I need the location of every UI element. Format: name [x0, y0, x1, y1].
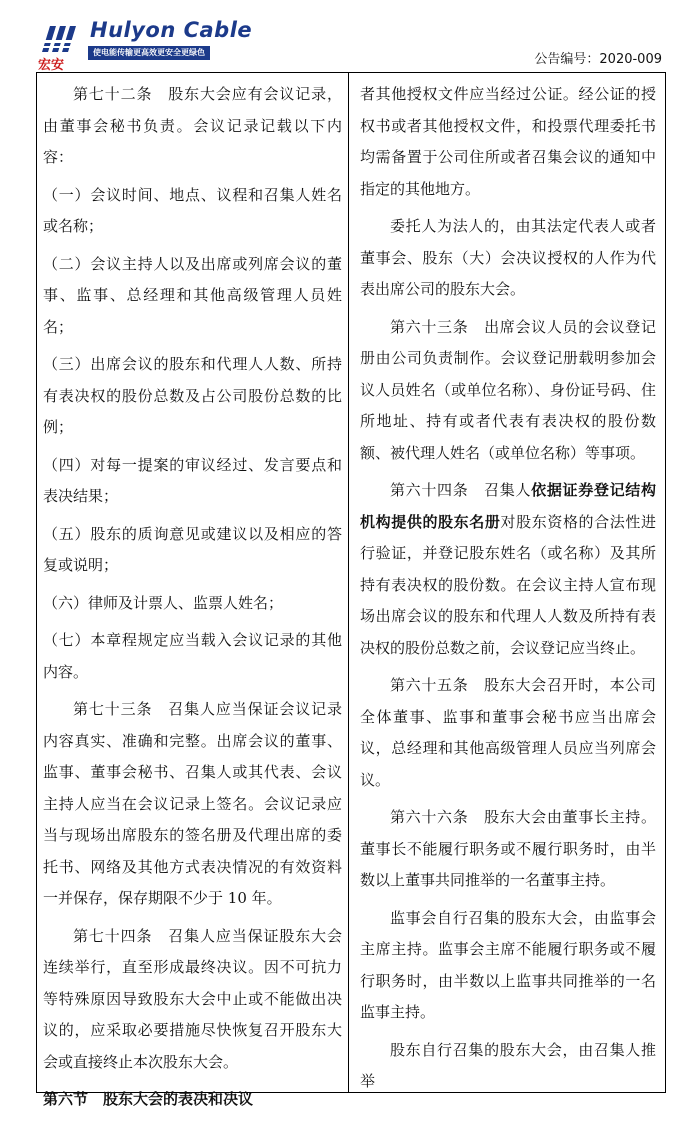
article-62-continued: 者其他授权文件应当经过公证。经公证的授权书或者其他授权文件，和投票代理委托书均需备置于公司住所或者召集会议的通知中指定的其他地方。 [360, 85, 656, 198]
articles-table [36, 72, 666, 1108]
article-64 [360, 475, 656, 664]
right-column [352, 73, 664, 1092]
article-65: 第六十五条 股东大会召开时，本公司全体董事、监事和董事会秘书应当出席会议，总经理和其他高级管理人员应当列席会议。 [360, 676, 656, 789]
article-66-supervisor: 监事会自行召集的股东大会，由监事会主席主持。监事会主席不能履行职务或不履行职务时，由半数以上监事共同推举的一名监事主持。 [360, 908, 656, 1021]
company-logo-icon [38, 18, 82, 58]
article-72-item-5: （五）股东的质询意见或建议以及相应的答复或说明； [43, 524, 342, 574]
article-72: 第七十二条 股东大会应有会议记录，由董事会秘书负责。会议记录记载以下内容： [43, 85, 342, 166]
article-72-item-3: （三）出席会议的股东和代理人人数、所持有表决权的股份总数及占公司股份总数的比例； [43, 355, 342, 436]
page-header [0, 0, 700, 76]
section-title: 第六节 股东大会的表决和决议 [43, 1090, 254, 1108]
article-72-item-6: （六）律师及计票人、监票人姓名； [43, 593, 284, 612]
logo-brand-text: Hulyon Cable [90, 18, 253, 42]
left-column [37, 73, 349, 1108]
article-64-bold: 依据证券登记结构机构提供的股东名册 [360, 481, 656, 531]
article-72-item-4: （四）对每一提案的审议经过、发言要点和表决结果； [43, 455, 342, 505]
article-64-pre: 第六十四条 召集人 [390, 481, 532, 499]
article-66-shareholder: 股东自行召集的股东大会，由召集人推举 [360, 1040, 656, 1090]
logo-chinese-name: 宏安 [38, 58, 65, 73]
article-74: 第七十四条 召集人应当保证股东大会连续举行，直至形成最终决议。因不可抗力等特殊原因导致股东大会中止或不能做出决议的，应采取必要措施尽快恢复召开股东大会或直接终止本次股东大会。 [43, 926, 342, 1071]
article-64-post: 对股东资格的合法性进行验证，并登记股东姓名（或名称）及其所持有表决权的股份数。在会议主持人宣布现场出席会议的股东和代理人人数及所持有表决权的股份总数之前，会议登记应当终止。 [360, 512, 656, 657]
article-63: 第六十三条 出席会议人员的会议登记册由公司负责制作。会议登记册载明参加会议人员姓名（或单位名称）、身份证号码、住所地址、持有或者代表有表决权的股份数额、被代理人姓名（或单位名称）等事项。 [360, 317, 656, 462]
logo-slogan: 使电能传输更高效更安全更绿色 [88, 46, 210, 60]
announcement-number: 公告编号：2020-009 [534, 52, 662, 67]
article-72-item-1: （一）会议时间、地点、议程和召集人姓名或名称； [43, 185, 342, 235]
article-73: 第七十三条 召集人应当保证会议记录内容真实、准确和完整。出席会议的董事、监事、董事会秘书、召集人或其代表、会议主持人应当在会议记录上签名。会议记录应当与现场出席股东的签名册及代理出席的委托书、网络及其他方式表决情况的有效资料一并保存，保存期限不少于 10 年。 [43, 700, 342, 907]
article-62-proxy: 委托人为法人的，由其法定代表人或者董事会、股东（大）会决议授权的人作为代表出席公司的股东大会。 [360, 217, 656, 298]
article-66: 第六十六条 股东大会由董事长主持。董事长不能履行职务或不履行职务时，由半数以上董事共同推举的一名董事主持。 [360, 808, 656, 889]
article-72-item-2: （二）会议主持人以及出席或列席会议的董事、监事、总经理和其他高级管理人员姓名； [43, 254, 342, 336]
article-72-item-7: （七）本章程规定应当载入会议记录的其他内容。 [43, 631, 342, 681]
